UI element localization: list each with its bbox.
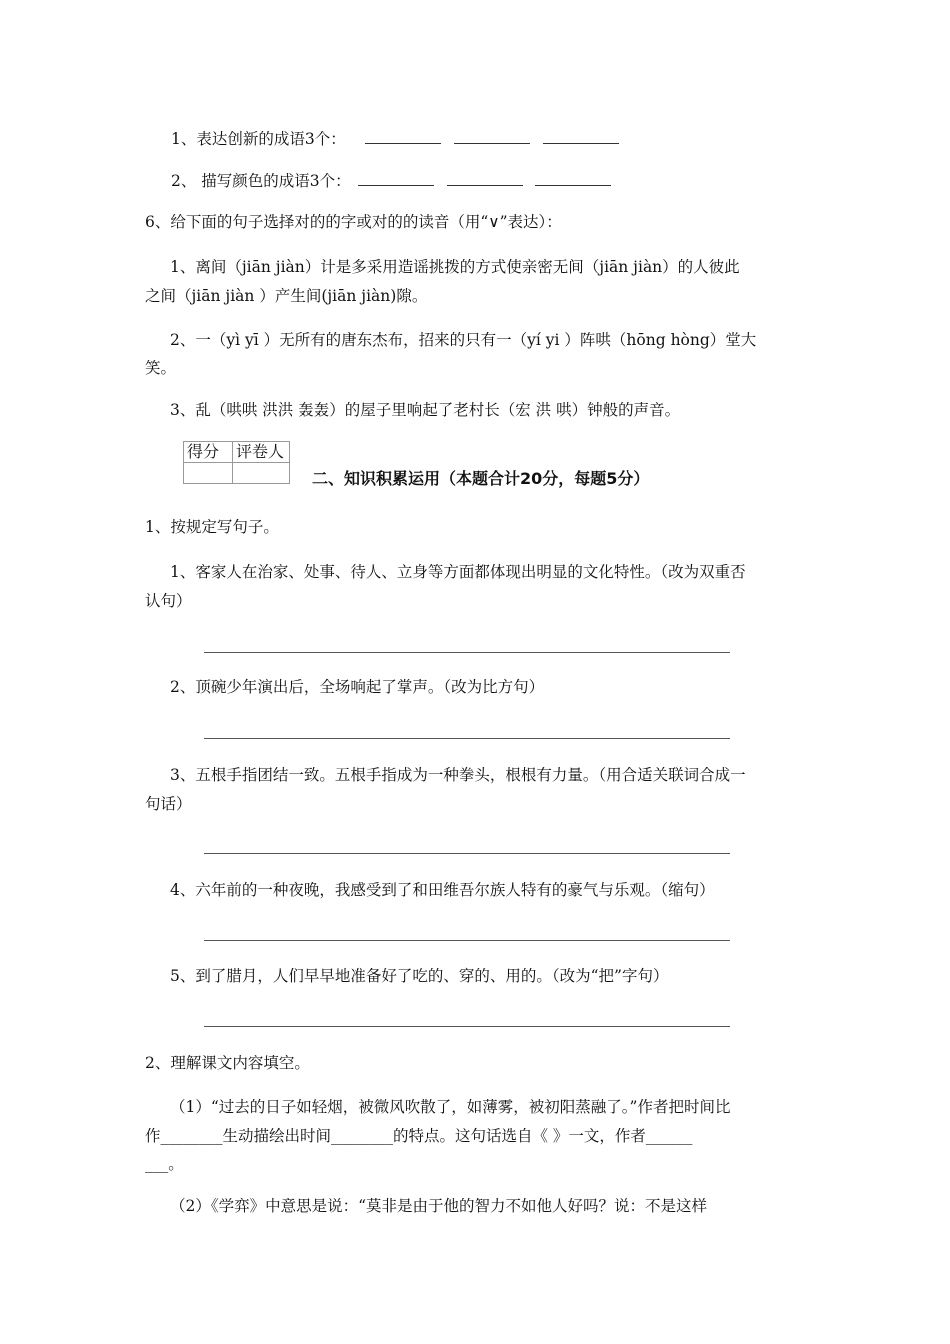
answer-blank[interactable] (358, 171, 434, 186)
question-6-item-1-cont: 之间（jiān jiàn ）产生间(jiān jiàn)隙。 (145, 287, 428, 305)
section-heading: 二、知识积累运用（本题合计20分，每题5分） (312, 469, 650, 488)
grader-header: 评卷人 (233, 442, 290, 463)
score-table (183, 441, 290, 484)
question-6-item-2: 2、一（yì yī ）无所有的唐东杰布，招来的只有一（yí yi ）阵哄（hōng hòng）堂大 (170, 331, 757, 349)
fill-item-1: （1）“过去的日子如轻烟，被微风吹散了，如薄雾，被初阳蒸融了。”作者把时间比 (170, 1098, 731, 1116)
fill-item-1-end: ___。 (145, 1155, 184, 1173)
answer-line[interactable] (204, 940, 730, 941)
answer-line[interactable] (204, 853, 730, 854)
answer-line[interactable] (204, 652, 730, 653)
rewrite-item-5: 5、到了腊月，人们早早地准备好了吃的、穿的、用的。（改为“把”字句） (170, 967, 669, 985)
answer-blank[interactable] (543, 129, 619, 144)
fill-item-1-cont: 作________生动描绘出时间________的特点。这句话选自《 》一文，作者______ (145, 1127, 693, 1145)
answer-blank[interactable] (447, 171, 523, 186)
answer-blank[interactable] (535, 171, 611, 186)
answer-blank[interactable] (365, 129, 441, 144)
question-1-title: 1、按规定写句子。 (145, 518, 279, 536)
answer-line[interactable] (204, 738, 730, 739)
question-6-item-2-cont: 笑。 (145, 359, 177, 377)
rewrite-item-3-cont: 句话） (145, 795, 192, 813)
score-cell[interactable] (184, 463, 233, 484)
rewrite-item-1: 1、客家人在治家、处事、待人、立身等方面都体现出明显的文化特性。（改为双重否 (170, 563, 746, 581)
idiom-question-2: 2、 描写颜色的成语3个： (171, 170, 611, 192)
answer-line[interactable] (204, 1026, 730, 1027)
fill-item-2: （2）《学弈》中意思是说：“莫非是由于他的智力不如他人好吗？说：不是这样 (170, 1197, 708, 1215)
rewrite-item-4: 4、六年前的一种夜晚，我感受到了和田维吾尔族人特有的豪气与乐观。（缩句） (170, 881, 715, 899)
rewrite-item-2: 2、顶碗少年演出后，全场响起了掌声。（改为比方句） (170, 678, 545, 696)
question-6-item-1: 1、离间（jiān jiàn）计是多采用造谣挑拨的方式使亲密无间（jiān jiàn）的人彼此 (170, 258, 740, 276)
question-6-title: 6、给下面的句子选择对的的字或对的的读音（用“∨”表达）： (145, 213, 562, 231)
rewrite-item-3: 3、五根手指团结一致。五根手指成为一种拳头，根根有力量。（用合适关联词合成一 (170, 766, 746, 784)
score-header: 得分 (184, 442, 233, 463)
question-6-item-3: 3、乱（哄哄 洪洪 轰轰）的屋子里响起了老村长（宏 洪 哄）钟般的声音。 (170, 401, 681, 419)
rewrite-item-1-cont: 认句） (145, 592, 192, 610)
question-2-title: 2、理解课文内容填空。 (145, 1054, 310, 1072)
idiom-question-1: 1、表达创新的成语3个： (171, 128, 619, 150)
answer-blank[interactable] (454, 129, 530, 144)
grader-cell[interactable] (233, 463, 290, 484)
